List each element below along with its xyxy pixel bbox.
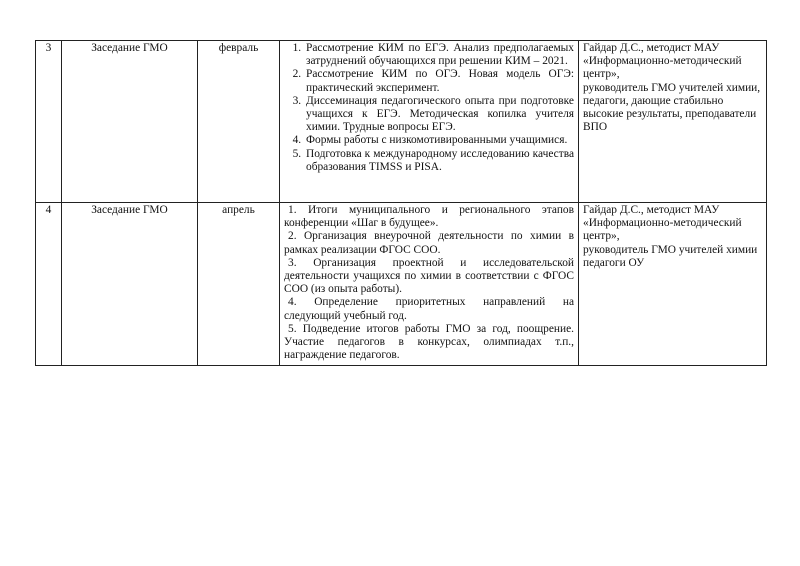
event-cell: Заседание ГМО (62, 203, 198, 366)
agenda-item: 4. Определение приоритетных направлений на следующий учебный год. (284, 296, 574, 322)
row-number: 4 (36, 203, 62, 366)
responsible-cell (579, 203, 767, 366)
responsible-line: Гайдар Д.С., методист МАУ «Информационно-методический центр», (583, 204, 742, 243)
agenda-cell (280, 41, 579, 203)
agenda-item: 1. Рассмотрение КИМ по ЕГЭ. Анализ предполагаемых затруднений обучающихся при решении КИМ – 2021. (304, 42, 574, 68)
agenda-item: 5. Подготовка к международному исследованию качества образования TIMSS и PISA. (304, 148, 574, 174)
responsible-line: руководитель ГМО учителей химии (583, 243, 758, 256)
agenda-cell (280, 203, 579, 366)
responsible-line: педагоги, дающие стабильно высокие результаты, преподаватели ВПО (583, 94, 757, 134)
row-number: 3 (36, 41, 62, 203)
table-row (36, 41, 767, 203)
agenda-item: 1. Итоги муниципального и регионального этапов конференции «Шаг в будущее». (284, 204, 574, 230)
responsible-line: руководитель ГМО учителей химии, (583, 81, 761, 94)
event-cell: Заседание ГМО (62, 41, 198, 203)
agenda-item: 2. Рассмотрение КИМ по ОГЭ. Новая модель ОГЭ: практический эксперимент. (304, 68, 574, 94)
agenda-item: 2. Организация внеурочной деятельности по химии в рамках реализации ФГОС СОО. (284, 230, 574, 256)
month-cell: февраль (198, 41, 280, 203)
agenda-item: 5. Подведение итогов работы ГМО за год, поощрение. Участие педагогов в конкурсах, олимпиадах т.п., награждение педагогов. (284, 322, 574, 362)
plan-table (35, 40, 767, 366)
table-row (36, 203, 767, 366)
month-cell: апрель (198, 203, 280, 366)
agenda-item: 3. Диссеминация педагогического опыта при подготовке учащихся к ЕГЭ. Методическая копилка учителя химии. Трудные вопросы ЕГЭ. (304, 95, 574, 135)
responsible-cell (579, 41, 767, 203)
responsible-line: педагоги ОУ (583, 256, 645, 269)
responsible-line: Гайдар Д.С., методист МАУ «Информационно-методический центр», (583, 42, 742, 81)
agenda-item: 3. Организация проектной и исследовательской деятельности учащихся по химии в соответствии с ФГОС СОО (из опыта работы). (284, 256, 574, 296)
agenda-item: 4. Формы работы с низкомотивированными учащимися. (304, 134, 574, 147)
